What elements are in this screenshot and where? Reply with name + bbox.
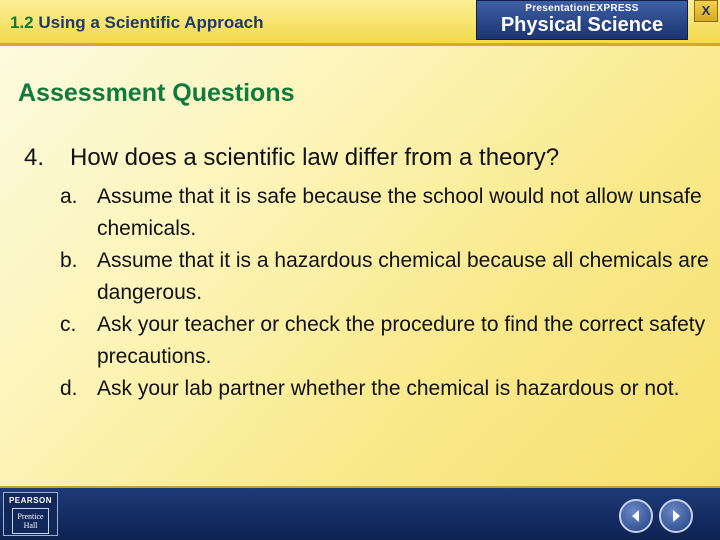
question-text: How does a scientific law differ from a theory? [70, 144, 560, 171]
answer-text: Ask your lab partner whether the chemical is hazardous or not. [97, 377, 680, 400]
brand-logo [476, 0, 688, 40]
section-title-text: Using a Scientific Approach [38, 13, 264, 32]
question [24, 144, 684, 172]
footer-bar [0, 486, 720, 540]
right-arrow-icon [668, 508, 684, 524]
answer-option-d [60, 373, 710, 405]
header-bar [0, 0, 720, 46]
close-button[interactable]: X [694, 0, 718, 22]
logo-line1: Prentice [17, 512, 44, 521]
pearson-logo [3, 492, 58, 536]
answer-option-b [60, 245, 710, 309]
logo-box [12, 508, 49, 534]
brand-top-text: PresentationEXPRESS [525, 3, 639, 14]
answer-text: Ask your teacher or check the procedure to find the correct safety precautions. [97, 313, 706, 368]
answer-option-a [60, 181, 710, 245]
question-number: 4. [24, 144, 45, 171]
logo-line2: Hall [23, 521, 38, 530]
answer-option-c [60, 309, 710, 373]
previous-slide-button[interactable] [619, 499, 653, 533]
answer-list [60, 181, 710, 405]
answer-letter: a. [60, 185, 78, 208]
logo-top-text: PEARSON [8, 496, 53, 505]
section-title [10, 13, 264, 33]
answer-letter: c. [60, 313, 77, 336]
section-number: 1.2 [10, 13, 34, 32]
answer-text: Assume that it is safe because the school would not allow unsafe chemicals. [97, 185, 702, 240]
left-arrow-icon [628, 508, 644, 524]
next-slide-button[interactable] [659, 499, 693, 533]
answer-letter: d. [60, 377, 78, 400]
answer-text: Assume that it is a hazardous chemical because all chemicals are dangerous. [97, 249, 709, 304]
slide-heading: Assessment Questions [18, 79, 295, 107]
answer-letter: b. [60, 249, 78, 272]
brand-main-text: Physical Science [500, 14, 664, 36]
